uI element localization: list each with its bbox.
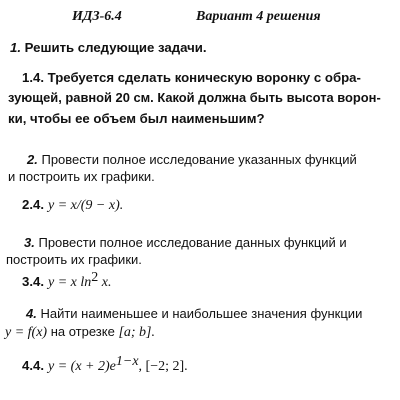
- section-1-text: Решить следующие задачи.: [24, 40, 207, 55]
- section-4-line-1: [26, 307, 362, 320]
- section-1-number: 1.: [10, 40, 21, 55]
- section-4-interval: [a; b].: [118, 325, 155, 340]
- variant-title: Вариант 4 решения: [196, 9, 321, 24]
- section-4-function: y = f(x): [5, 325, 48, 340]
- problem-4-4-formula-main: y = (x + 2)e: [48, 359, 116, 374]
- problem-4-4: [22, 354, 188, 374]
- section-3-line-2: построить их графики.: [6, 252, 142, 267]
- section-2-line-1: [27, 153, 357, 166]
- section-3-text-1: Провести полное исследование данных функций и: [38, 235, 347, 250]
- section-1-heading: [10, 41, 207, 54]
- section-2-number: 2.: [27, 152, 38, 167]
- problem-3-4-formula-main: y = x ln: [48, 275, 92, 290]
- problem-3-4: [22, 270, 112, 290]
- problem-1-4-line-2: зующей, равной 20 см. Какой должна быть высота ворон-: [8, 90, 381, 105]
- problem-2-4-formula: y = x/(9 − x).: [48, 198, 124, 213]
- problem-3-4-label: 3.4.: [22, 274, 44, 289]
- section-2-text-1: Провести полное исследование указанных функций: [41, 152, 357, 167]
- problem-4-4-formula-exponent: 1−x: [115, 354, 139, 369]
- problem-1-4-number: 1.4.: [22, 70, 44, 85]
- problem-4-4-formula-tail: , [−2; 2].: [138, 359, 188, 374]
- section-4-text-1: Найти наименьшее и наибольшее значения функции: [40, 306, 363, 321]
- section-4-number: 4.: [26, 306, 37, 321]
- problem-4-4-label: 4.4.: [22, 358, 44, 373]
- section-2-line-2: и построить их графики.: [8, 169, 155, 184]
- problem-1-4-line-1: [22, 71, 361, 84]
- section-3-number: 3.: [24, 235, 35, 250]
- section-3-line-1: [24, 236, 347, 249]
- section-4-text-2: на отрезке: [47, 324, 119, 339]
- problem-3-4-formula-exponent: 2: [91, 270, 99, 285]
- problem-1-4-line-3: ки, чтобы ее объем был наименьшим?: [8, 111, 265, 126]
- problem-1-4-text-1: Требуется сделать коническую воронку с обра-: [47, 70, 361, 85]
- problem-2-4-label: 2.4.: [22, 197, 44, 212]
- problem-3-4-formula-tail: x.: [98, 275, 112, 290]
- section-4-line-2: [5, 324, 155, 340]
- document-id: ИДЗ-6.4: [72, 9, 122, 24]
- problem-2-4: [22, 197, 123, 213]
